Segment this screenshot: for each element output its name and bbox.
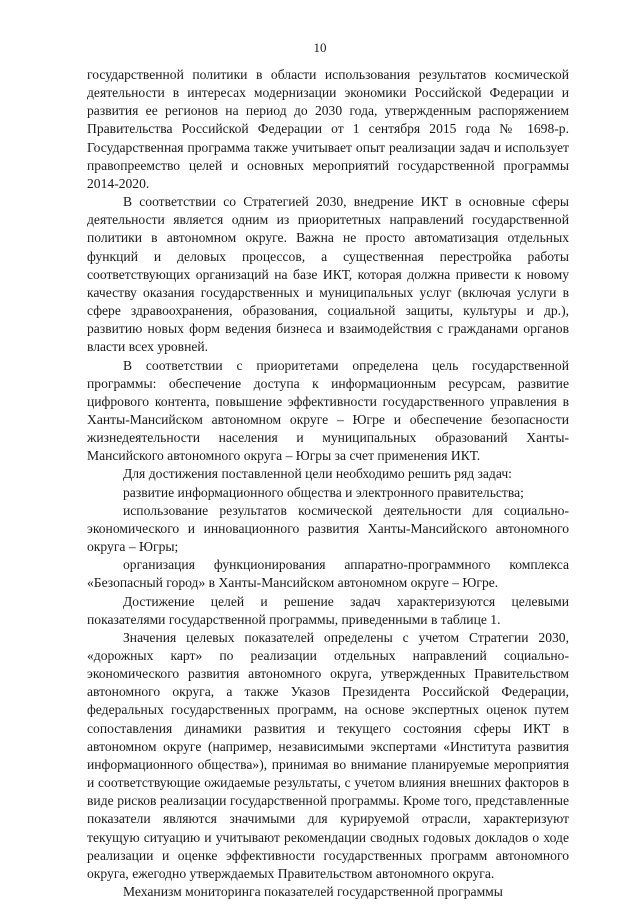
paragraph-indicators: Достижение целей и решение задач характеризуются целевыми показателями государственной программы, приведенными в таблице 1.	[87, 593, 569, 627]
paragraph-monitoring: Механизм мониторинга показателей государственной программы	[123, 884, 503, 900]
document-body	[87, 66, 569, 901]
paragraph-ikt-strategy: В соответствии со Стратегией 2030, внедрение ИКТ в основные сферы деятельности является одним из приоритетных направлений государственной политики в автономном округе. Важна не просто автоматизация отдельных функций и деловых процессов, а существенная перестройка работы соответствующих организаций на базе ИКТ, которая должна привести к новому качеству оказания государственных и муниципальных услуг (включая услуги в сфере здравоохранения, образования, социальной защиты, культуры и др.), развитию новых форм ведения бизнеса и взаимодействия с гражданами органов власти всех уровней.	[87, 194, 569, 355]
paragraph-continuation: государственной политики в области использования результатов космической деятельности в интересах модернизации экономики Российской Федерации и развития ее регионов на период до 2030 года, утвержденным распоряжением Правительства Российской Федерации от 1 сентября 2015 года № 1698-р. Государственная программа также учитывает опыт реализации задач и использует правопреемство целей и основных мероприятий государственной программы 2014-2020.	[87, 67, 569, 191]
paragraph-task-1: развитие информационного общества и электронного правительства;	[123, 484, 524, 500]
paragraph-indicator-values: Значения целевых показателей определены с учетом Стратегии 2030, «дорожных карт» по реализации отдельных направлений социально-экономического развития автономного округа, утвержденных Правительством автономного округа, а также Указов Президента Российской Федерации, федеральных государственных программ, на основе экспертных оценок путем сопоставления динамики развития и текущего состояния сферы ИКТ в автономном округе (например, независимыми экспертами «Института развития информационного общества»), принимая во внимание планируемые мероприятия и соответствующие ожидаемые результаты, с учетом влияния внешних факторов в виде рисков реализации государственной программы. Кроме того, представленные показатели являются значимыми для курируемой отрасли, характеризуют текущую ситуацию и учитывают рекомендации сводных годовых докладов о ходе реализации и оценке эффективности государственных программ автономного округа, ежегодно утверждаемых Правительством автономного округа.	[87, 629, 569, 881]
paragraph-task-3: организация функционирования аппаратно-программного комплекса «Безопасный город» в Ханты-Мансийском автономном округе – Югре.	[87, 557, 569, 591]
paragraph-program-goal: В соответствии с приоритетами определена цель государственной программы: обеспечение доступа к информационным ресурсам, развитие цифрового контента, повышение эффективности государственного управления в Ханты-Мансийском автономном округе – Югре и обеспечение безопасности жизнедеятельности населения и муниципальных образований Ханты-Мансийского автономного округа – Югры за счет применения ИКТ.	[87, 357, 569, 464]
page-number: 10	[313, 40, 327, 55]
paragraph-tasks-intro: Для достижения поставленной цели необходимо решить ряд задач:	[123, 466, 512, 482]
paragraph-task-2: использование результатов космической деятельности для социально-экономического и инновационного развития Ханты-Мансийского автономного округа – Югры;	[87, 502, 569, 555]
